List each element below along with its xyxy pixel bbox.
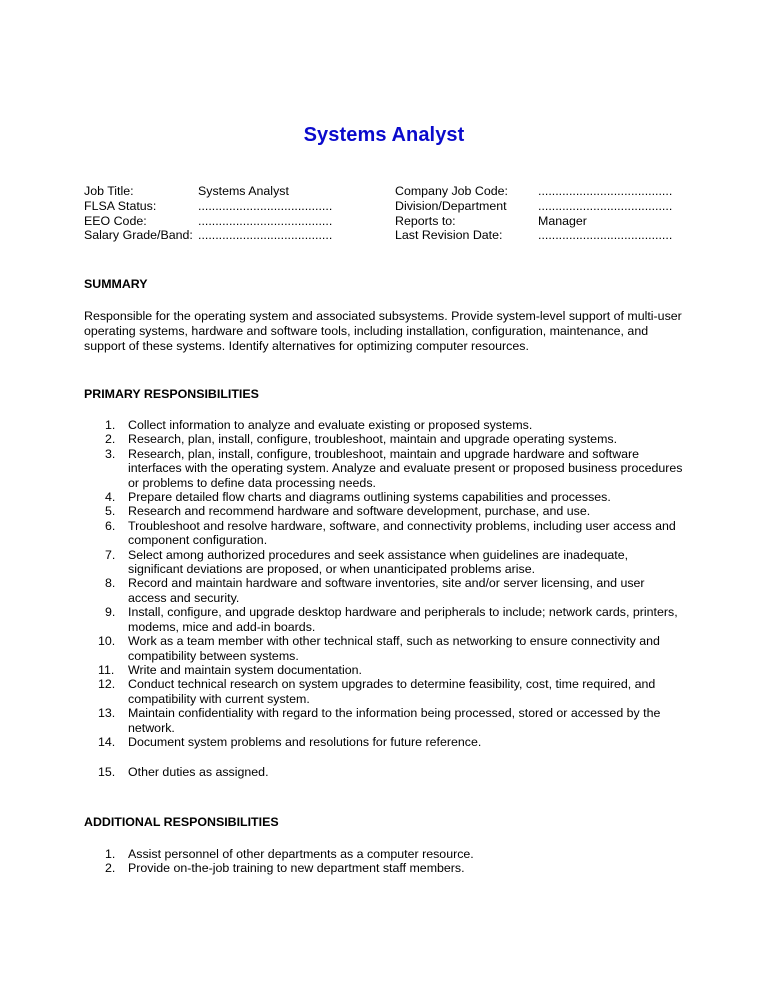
- list-item: 14. Document system problems and resolutions for future reference.: [98, 734, 482, 749]
- summary-text: Responsible for the operating system and associated subsystems. Provide system-level support of multi-user operating systems, hardware and software tools, including installation, configuration, maintenance, and support of these systems. Identify alternatives for optimizing computer resources.: [84, 309, 682, 354]
- job-title-label: Job Title:: [84, 184, 134, 198]
- document-title: Systems Analyst: [303, 124, 465, 146]
- list-item: 5. Research and recommend hardware and software development, purchase, and use.: [105, 504, 591, 519]
- list-item: 6. Troubleshoot and resolve hardware, software, and connectivity problems, including user access and component configuration.: [105, 518, 676, 548]
- company-job-code-label: Company Job Code:: [395, 184, 508, 198]
- list-item: 1. Collect information to analyze and evaluate existing or proposed systems.: [105, 418, 533, 432]
- info-row-2: [84, 199, 684, 214]
- last-revision-date-label: Last Revision Date:: [395, 228, 503, 243]
- list-item: 2. Research, plan, install, configure, troubleshoot, maintain and upgrade operating systems.: [105, 432, 618, 447]
- flsa-status-label: FLSA Status:: [84, 198, 157, 213]
- summary-heading: SUMMARY: [84, 277, 148, 291]
- division-department-value: .......................................: [538, 198, 673, 213]
- list-item: 13. Maintain confidentiality with regard to the information being processed, stored or accessed by the network.: [98, 706, 661, 735]
- list-item: 15. Other duties as assigned.: [98, 765, 269, 780]
- eeo-code-label: EEO Code:: [84, 213, 147, 228]
- eeo-code-value: .......................................: [198, 213, 333, 228]
- list-item: 2. Provide on-the-job training to new department staff members.: [105, 861, 465, 876]
- info-row-1: [84, 184, 684, 199]
- salary-grade-value: .......................................: [198, 228, 333, 243]
- job-title-value: Systems Analyst: [198, 184, 289, 198]
- additional-responsibilities-list: [84, 847, 684, 876]
- job-info-table: [84, 184, 684, 243]
- primary-responsibilities-heading: PRIMARY RESPONSIBILITIES: [84, 387, 259, 401]
- division-department-label: Division/Department: [395, 198, 507, 213]
- list-item: 8. Record and maintain hardware and software inventories, site and/or server licensing, and user access and security.: [105, 576, 645, 605]
- list-item: 3. Research, plan, install, configure, troubleshoot, maintain and upgrade hardware and software interfaces with the operating system. Analyze and evaluate present or proposed business procedures or problems to define data processing needs.: [105, 446, 683, 490]
- salary-grade-label: Salary Grade/Band:: [84, 228, 193, 243]
- additional-responsibilities-heading: ADDITIONAL RESPONSIBILITIES: [84, 815, 279, 829]
- list-item: 1. Assist personnel of other departments as a computer resource.: [105, 847, 474, 861]
- info-row-4: [84, 228, 684, 243]
- list-item: 7. Select among authorized procedures and seek assistance when guidelines are inadequate, significant deviations are proposed, or when unanticipated problems arise.: [105, 547, 629, 577]
- last-revision-date-value: .......................................: [538, 228, 673, 243]
- reports-to-value: Manager: [538, 213, 587, 228]
- company-job-code-value: .......................................: [538, 184, 673, 198]
- info-row-3: [84, 214, 684, 229]
- list-item: 10. Work as a team member with other technical staff, such as networking to ensure connectivity and compatibility between systems.: [98, 634, 660, 663]
- list-item: 4. Prepare detailed flow charts and diagrams outlining systems capabilities and processes.: [105, 490, 611, 505]
- list-item: 12. Conduct technical research on system upgrades to determine feasibility, cost, time required, and compatibility with current system.: [98, 677, 656, 706]
- list-item: 9. Install, configure, and upgrade desktop hardware and peripherals to include; network cards, printers, modems, mice and add-in boards.: [105, 605, 678, 634]
- primary-responsibilities-list: [84, 418, 684, 780]
- list-item: 11. Write and maintain system documentation.: [98, 662, 362, 677]
- reports-to-label: Reports to:: [395, 213, 456, 228]
- flsa-status-value: .......................................: [198, 198, 333, 213]
